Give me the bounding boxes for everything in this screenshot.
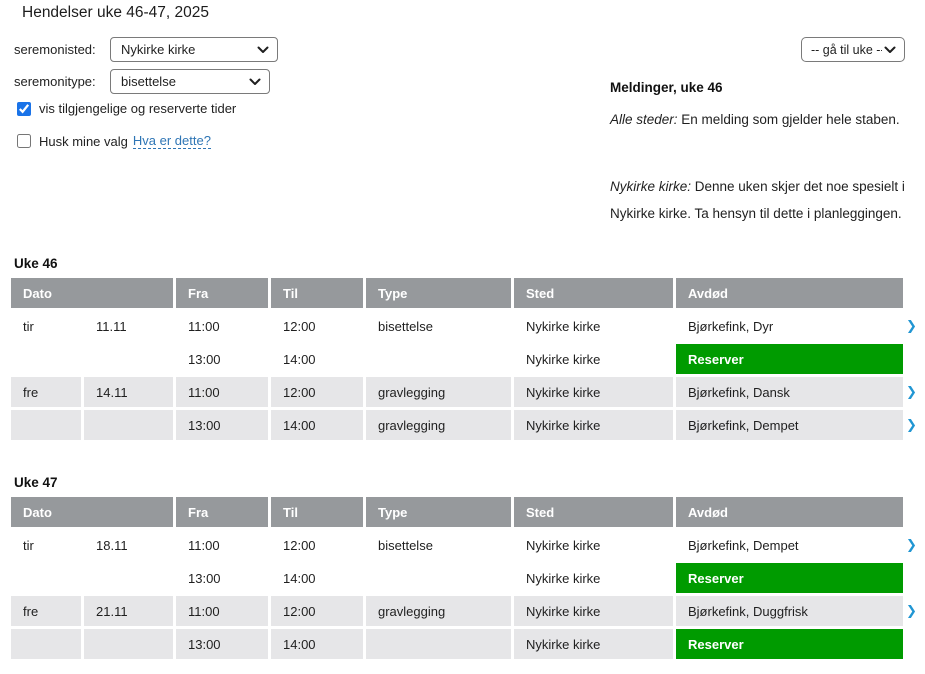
message-text: Denne uken skjer det noe spesielt i Nykirke kirke. Ta hensyn til dette i planleggingen. (610, 179, 905, 221)
col-header-til: Til (271, 278, 363, 308)
day-cell: fre (11, 596, 81, 626)
table-header-row (11, 278, 921, 308)
week-47-table (8, 494, 924, 662)
reserve-button[interactable]: Reserver (676, 563, 903, 593)
table-row (11, 344, 921, 374)
to-cell: 14:00 (271, 410, 363, 440)
day-cell (11, 563, 81, 593)
day-cell (11, 344, 81, 374)
date-cell (84, 344, 173, 374)
type-cell (366, 629, 511, 659)
week-47-heading: Uke 47 (14, 475, 58, 490)
date-cell: 11.11 (84, 311, 173, 341)
col-header-actions (906, 497, 921, 527)
col-header-type: Type (366, 278, 511, 308)
from-cell: 11:00 (176, 596, 268, 626)
type-cell (366, 344, 511, 374)
col-header-dato: Dato (11, 278, 173, 308)
table-row (11, 377, 921, 407)
place-cell: Nykirke kirke (514, 596, 673, 626)
to-cell: 14:00 (271, 344, 363, 374)
from-cell: 11:00 (176, 530, 268, 560)
remember-choices-row (17, 133, 211, 149)
week-46-table (8, 275, 924, 443)
week-46-heading: Uke 46 (14, 256, 58, 271)
chevron-cell (906, 410, 921, 440)
col-header-avdod: Avdød (676, 278, 903, 308)
type-cell (366, 563, 511, 593)
chevron-cell (906, 563, 921, 593)
ceremony-site-select[interactable] (110, 37, 278, 62)
from-cell: 11:00 (176, 311, 268, 341)
remember-choices-label: Husk mine valg (39, 133, 128, 149)
from-cell: 13:00 (176, 410, 268, 440)
chevron-right-icon[interactable]: ❯ (906, 537, 917, 552)
type-cell: gravlegging (366, 377, 511, 407)
date-cell (84, 629, 173, 659)
message-item (610, 106, 912, 133)
type-cell: gravlegging (366, 410, 511, 440)
chevron-cell (906, 629, 921, 659)
deceased-cell[interactable]: Bjørkefink, Dyr (676, 311, 903, 341)
day-cell: fre (11, 377, 81, 407)
col-header-fra: Fra (176, 497, 268, 527)
date-cell: 18.11 (84, 530, 173, 560)
date-cell: 21.11 (84, 596, 173, 626)
page-title: Hendelser uke 46-47, 2025 (22, 4, 209, 21)
type-cell: gravlegging (366, 596, 511, 626)
show-times-row (17, 101, 236, 116)
table-row (11, 629, 921, 659)
ceremony-site-label: seremonisted: (14, 42, 96, 57)
col-header-fra: Fra (176, 278, 268, 308)
to-cell: 12:00 (271, 530, 363, 560)
chevron-cell (906, 311, 921, 341)
chevron-cell (906, 530, 921, 560)
messages-panel (610, 80, 912, 227)
day-cell (11, 629, 81, 659)
reserve-button[interactable]: Reserver (676, 629, 903, 659)
chevron-cell (906, 344, 921, 374)
deceased-cell[interactable]: Bjørkefink, Duggfrisk (676, 596, 903, 626)
from-cell: 13:00 (176, 563, 268, 593)
what-is-this-link[interactable]: Hva er dette? (132, 133, 211, 148)
place-cell: Nykirke kirke (514, 629, 673, 659)
col-header-avdod: Avdød (676, 497, 903, 527)
from-cell: 13:00 (176, 344, 268, 374)
messages-heading: Meldinger, uke 46 (610, 80, 723, 95)
message-source: Alle steder: (610, 112, 678, 127)
place-cell: Nykirke kirke (514, 344, 673, 374)
col-header-type: Type (366, 497, 511, 527)
table-row (11, 596, 921, 626)
ceremony-type-select-wrap (110, 69, 270, 94)
to-cell: 14:00 (271, 563, 363, 593)
show-times-label: vis tilgjengelige og reserverte tider (39, 101, 237, 116)
show-times-checkbox[interactable] (17, 102, 31, 116)
deceased-cell[interactable]: Bjørkefink, Dempet (676, 530, 903, 560)
col-header-til: Til (271, 497, 363, 527)
message-source: Nykirke kirke: (610, 179, 692, 194)
type-cell: bisettelse (366, 311, 511, 341)
to-cell: 12:00 (271, 596, 363, 626)
day-cell (11, 410, 81, 440)
col-header-sted: Sted (514, 278, 673, 308)
col-header-actions (906, 278, 921, 308)
type-cell: bisettelse (366, 530, 511, 560)
goto-week-select-wrap (801, 37, 905, 62)
day-cell: tir (11, 530, 81, 560)
to-cell: 14:00 (271, 629, 363, 659)
message-text: En melding som gjelder hele staben. (677, 112, 900, 127)
deceased-cell[interactable]: Bjørkefink, Dempet (676, 410, 903, 440)
table-row (11, 311, 921, 341)
chevron-right-icon[interactable]: ❯ (906, 603, 917, 618)
place-cell: Nykirke kirke (514, 410, 673, 440)
from-cell: 11:00 (176, 377, 268, 407)
chevron-right-icon[interactable]: ❯ (906, 384, 917, 399)
col-header-sted: Sted (514, 497, 673, 527)
table-header-row (11, 497, 921, 527)
deceased-cell[interactable]: Bjørkefink, Dansk (676, 377, 903, 407)
remember-choices-checkbox[interactable] (17, 134, 31, 148)
goto-week-select[interactable] (801, 37, 905, 62)
ceremony-site-select-wrap (110, 37, 278, 62)
ceremony-type-select[interactable] (110, 69, 270, 94)
message-item (610, 173, 912, 227)
ceremony-type-label: seremonitype: (14, 74, 96, 89)
table-row (11, 410, 921, 440)
chevron-cell (906, 377, 921, 407)
date-cell (84, 563, 173, 593)
day-cell: tir (11, 311, 81, 341)
chevron-right-icon[interactable]: ❯ (906, 318, 917, 333)
reserve-button[interactable]: Reserver (676, 344, 903, 374)
date-cell (84, 410, 173, 440)
to-cell: 12:00 (271, 377, 363, 407)
table-row (11, 530, 921, 560)
place-cell: Nykirke kirke (514, 377, 673, 407)
date-cell: 14.11 (84, 377, 173, 407)
place-cell: Nykirke kirke (514, 530, 673, 560)
place-cell: Nykirke kirke (514, 311, 673, 341)
col-header-dato: Dato (11, 497, 173, 527)
chevron-right-icon[interactable]: ❯ (906, 417, 917, 432)
to-cell: 12:00 (271, 311, 363, 341)
chevron-cell (906, 596, 921, 626)
table-row (11, 563, 921, 593)
from-cell: 13:00 (176, 629, 268, 659)
place-cell: Nykirke kirke (514, 563, 673, 593)
